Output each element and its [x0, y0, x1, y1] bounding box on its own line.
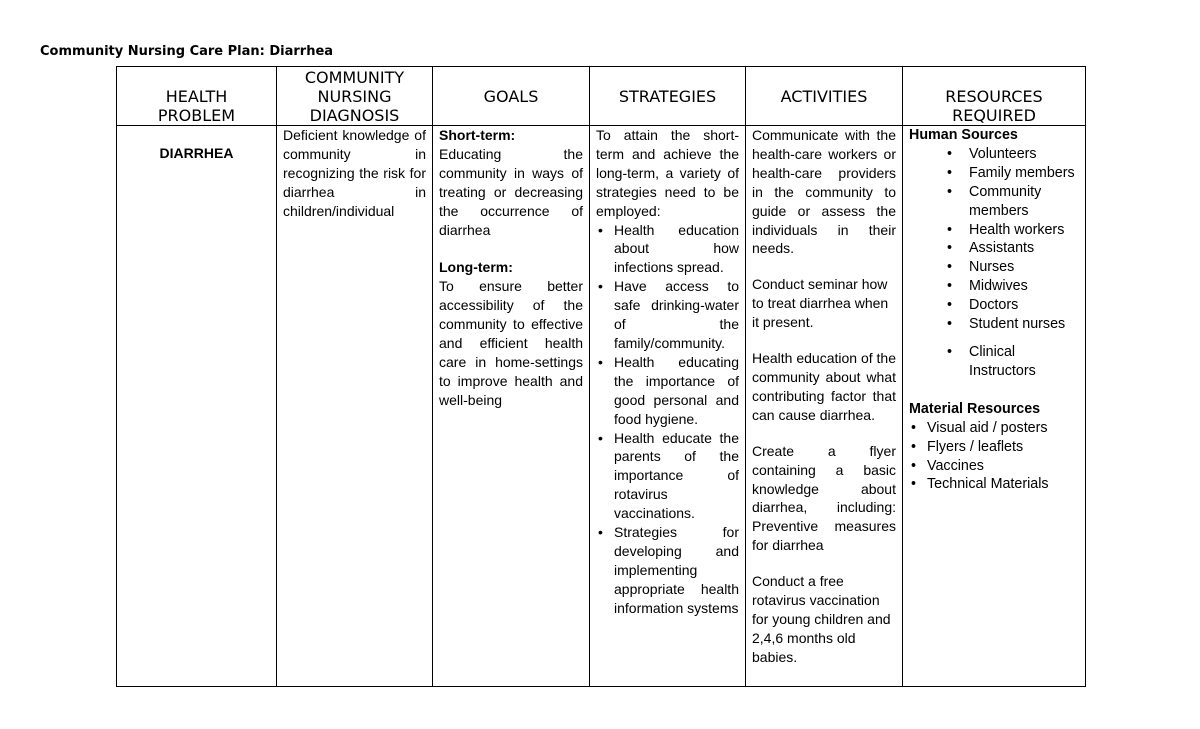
activity-item: Conduct seminar how to treat diarrhea when it present. — [752, 276, 889, 331]
cell-nursing-diagnosis: Deficient knowledge of community in recognizing the risk for diarrhea in children/individual — [277, 126, 433, 687]
activity-item: Conduct a free rotavirus vaccination for young children and 2,4,6 months old babies. — [752, 573, 891, 665]
list-item: • Health education about how infections spread. — [596, 221, 739, 278]
cell-health-problem: DIARRHEA — [117, 126, 277, 687]
list-item: • Vaccines — [909, 457, 1079, 476]
header-activities: ACTIVITIES — [746, 67, 903, 126]
header-resources: RESOURCES REQUIRED — [903, 67, 1086, 126]
header-strategies: STRATEGIES — [590, 67, 746, 126]
plan-row — [117, 126, 1086, 687]
material-resources-list — [909, 419, 1079, 495]
list-item: • Health educate the parents of the importance of rotavirus vaccinations. — [596, 429, 739, 524]
list-item: • Doctors — [945, 296, 1079, 315]
list-item: • Student nurses — [945, 315, 1079, 334]
list-item: • Assistants — [945, 239, 1079, 258]
list-item: • Clinical Instructors — [945, 343, 1079, 381]
long-term-goal: To ensure better accessibility of the community to effective and efficient health care in home-settings to improve health and well-being — [439, 278, 583, 408]
care-plan-table — [116, 66, 1086, 687]
cell-strategies — [590, 126, 746, 687]
list-item: • Nurses — [945, 258, 1079, 277]
long-term-label: Long-term: — [439, 259, 513, 276]
list-item: • Health educating the importance of good personal and food hygiene. — [596, 353, 739, 429]
list-item: • Flyers / leaflets — [909, 438, 1079, 457]
material-resources-label: Material Resources — [909, 400, 1041, 417]
cell-activities — [746, 126, 903, 687]
human-sources-list — [909, 145, 1079, 381]
list-item: • Strategies for developing and implementing appropriate health information systems — [596, 523, 739, 618]
list-item: • Health workers — [945, 221, 1079, 240]
list-item: • Technical Materials — [909, 475, 1079, 494]
short-term-goal: Educating the community in ways of treating or decreasing the occurrence of diarrhea — [439, 145, 583, 238]
header-goals: GOALS — [433, 67, 590, 126]
cell-goals — [433, 126, 590, 687]
list-item: • Volunteers — [945, 145, 1079, 164]
strategies-list — [596, 221, 739, 618]
strategies-intro: To attain the short-term and achieve the long-term, a variety of strategies need to be employed: — [596, 127, 739, 219]
activity-item: Create a flyer containing a basic knowledge about diarrhea, including: Preventive measures for diarrhea — [752, 442, 896, 554]
document-title: Community Nursing Care Plan: Diarrhea — [40, 44, 334, 59]
list-item: • Have access to safe drinking-water of the family/community. — [596, 277, 739, 353]
header-health-problem: HEALTH PROBLEM — [117, 67, 277, 126]
human-sources-label: Human Sources — [909, 127, 1018, 143]
header-nursing-diagnosis: COMMUNITY NURSING DIAGNOSIS — [277, 67, 433, 126]
activity-item: Health education of the community about what contributing factor that can cause diarrhea. — [752, 350, 896, 423]
header-row — [117, 67, 1086, 126]
list-item: • Community members — [945, 183, 1079, 221]
list-item: • Family members — [945, 164, 1079, 183]
list-item: • Visual aid / posters — [909, 419, 1079, 438]
cell-resources — [903, 126, 1086, 687]
short-term-label: Short-term: — [439, 127, 516, 143]
list-item: • Midwives — [945, 277, 1079, 296]
activity-item: Communicate with the health-care workers or health-care providers in the community to guide or assess the individuals in their needs. — [752, 127, 896, 257]
